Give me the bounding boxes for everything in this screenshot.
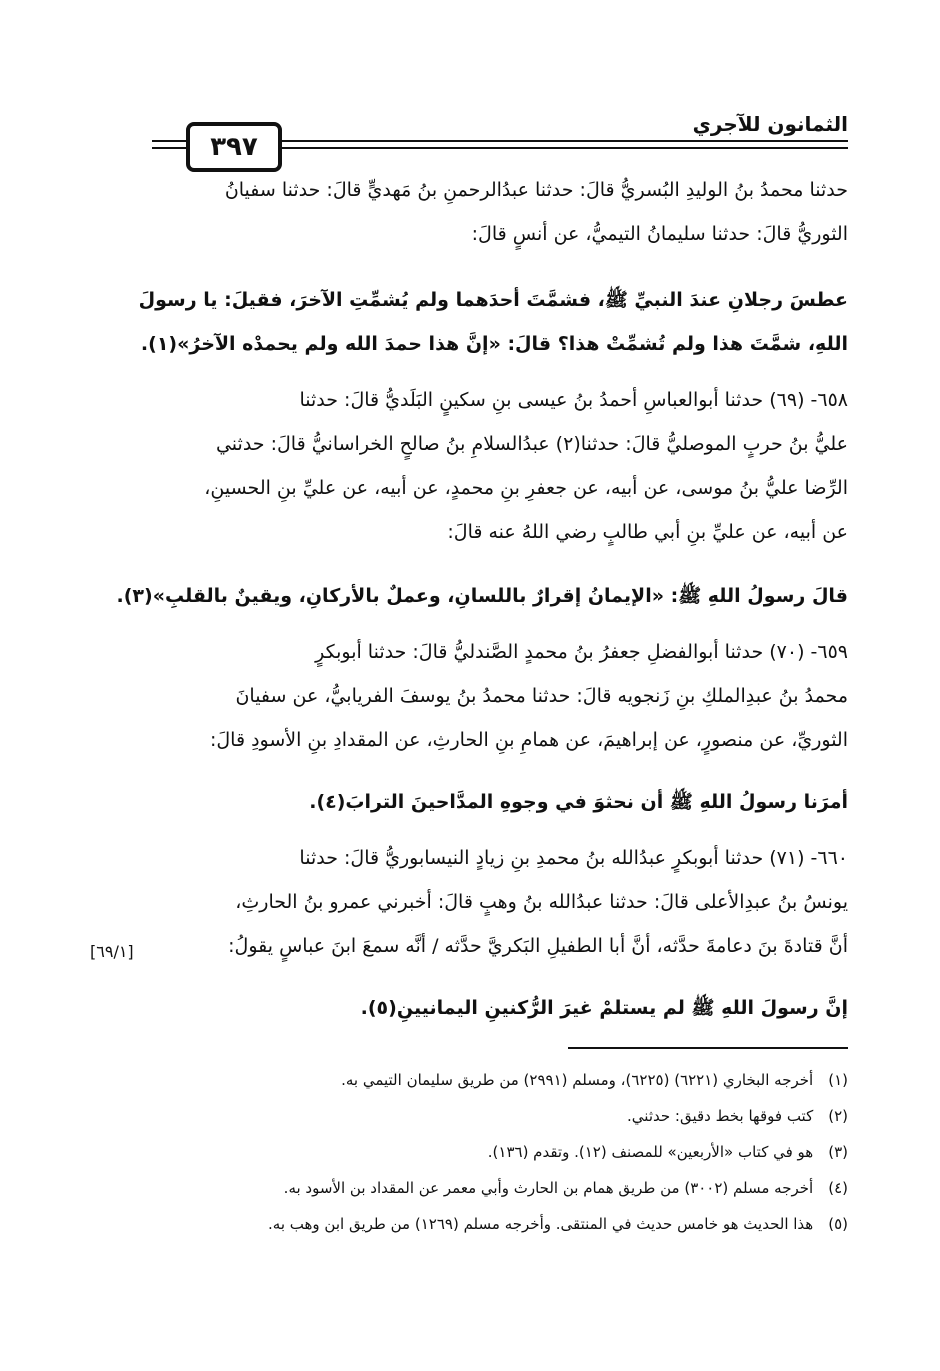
body-text [148,836,848,968]
text-line: الثوريِّ، عن منصورٍ، عن إبراهيمَ، عن همامِ بنِ الحارثِ، عن المقدادِ بنِ الأسودِ قالَ: [209,729,848,751]
text-line: الثوريُّ قالَ: حدثنا سليمانُ التيميُّ، عن أنسٍ قالَ: [471,223,848,245]
text-line: حدثنا محمدُ بنُ الوليدِ البُسريُّ قالَ: حدثنا عبدُالرحمنِ بنُ مَهديٍّ قالَ: حدثنا سفيانُ [224,179,848,201]
text-line: يونسُ بنُ عبدِالأعلى قالَ: حدثنا عبدُالله بنُ وهبٍ قالَ: أخبرني عمرو بنُ الحارثِ، [235,891,848,913]
footnote-number: (٥) [828,1215,848,1233]
footnote [160,1206,848,1242]
hadith-block [148,986,848,1030]
text-line: ٦٥٩- (٧٠) حدثنا أبوالفضلِ جعفرُ بنُ محمدٍ الصَّندليُّ قالَ: حدثنا أبوبكرٍ [315,641,848,663]
body-text [148,630,848,762]
footnote-number: (٤) [828,1179,848,1197]
footnote-text: هذا الحديث هو خامس حديث في المنتقى. وأخرجه مسلم (١٢٦٩) من طريق ابن وهب به. [268,1215,814,1233]
hadith-line: اللهِ، شمَّتَ هذا ولم تُشمِّتْ هذا؟ قالَ: «إنَّ هذا حمدَ الله ولم يحمدْه الآخرُ»(١). [140,333,848,355]
footnote [160,1098,848,1134]
hadith-line: أمرَنا رسولُ اللهِ ﷺ أن نحثوَ في وجوهِ المدَّاحينَ الترابَ(٤). [309,791,848,813]
hadith-block [116,574,848,618]
footnote-number: (١) [828,1071,848,1089]
footnote [160,1170,848,1206]
margin-reference: [٦٩/١] [90,942,134,961]
text-line: ٦٥٨- (٦٩) حدثنا أبوالعباسِ أحمدُ بنُ عيسى بنِ سكينٍ البَلَديُّ قالَ: حدثنا [299,389,848,411]
hadith-block [148,780,848,824]
hadith-line: قالَ رسولُ اللهِ ﷺ: «الإيمانُ إقرارٌ باللسانِ، وعملٌ بالأركانِ، ويقينٌ بالقلبِ»(٣). [116,585,848,607]
hadith-line: إنَّ رسولَ اللهِ ﷺ لم يستلمْ غيرَ الرُّكنينِ اليمانيينِ(٥). [360,997,848,1019]
footnote-text: أخرجه البخاري (٦٢٢١) (٦٢٢٥)، ومسلم (٢٩٩١) من طريق سليمان التيمي به. [341,1071,814,1089]
text-line: محمدُ بنُ عبدِالملكِ بنِ زَنجويه قالَ: حدثنا محمدُ بنُ يوسفَ الفريابيُّ، عن سفيانَ [235,685,848,707]
footnote-separator [568,1047,848,1049]
footnote-number: (٢) [828,1107,848,1125]
footnote-text: هو في كتاب «الأربعين» للمصنف (١٢). وتقدم (١٣٦). [487,1143,814,1161]
hadith-line: عطسَ رجلانِ عندَ النبيِّ ﷺ، فشمَّتَ أحدَهما ولم يُشمِّتِ الآخرَ، فقيلَ: يا رسولَ [138,289,848,311]
hadith-block [138,278,848,366]
text-line: عن أبيه، عن عليِّ بنِ أبي طالبٍ رضي اللهُ عنه قالَ: [447,521,848,543]
footnote [160,1134,848,1170]
running-title: الثمانون للآجري [692,112,848,136]
footnote-number: (٣) [828,1143,848,1161]
text-line: الرِّضا عليُّ بنُ موسى، عن أبيه، عن جعفرِ بنِ محمدٍ، عن أبيه، عن عليِّ بنِ الحسينِ، [204,477,848,499]
text-line: أنَّ قتادةَ بنَ دعامةَ حدَّثه، أنَّ أبا الطفيلِ البَكريَّ حدَّثه / أنَّه سمعَ ابنَ عباسٍ يقولُ: [228,935,848,957]
footnotes [160,1062,848,1242]
text-line: ٦٦٠- (٧١) حدثنا أبوبكرٍ عبدُالله بنُ محمدِ بنِ زيادٍ النيسابوريُّ قالَ: حدثنا [299,847,848,869]
body-text [148,378,848,554]
page-number: ٣٩٧ [186,122,282,172]
body-text [148,168,848,256]
footnote-text: أخرجه مسلم (٣٠٠٢) من طريق همام بن الحارث وأبي معمر عن المقداد بن الأسود به. [283,1179,814,1197]
footnote [160,1062,848,1098]
footnote-text: كتب فوقها بخط دقيق: حدثني. [627,1107,814,1125]
text-line: عليُّ بنُ حربٍ الموصليُّ قالَ: حدثنا(٢) عبدُالسلامِ بنُ صالحٍ الخراسانيُّ قالَ: حدثني [215,433,848,455]
